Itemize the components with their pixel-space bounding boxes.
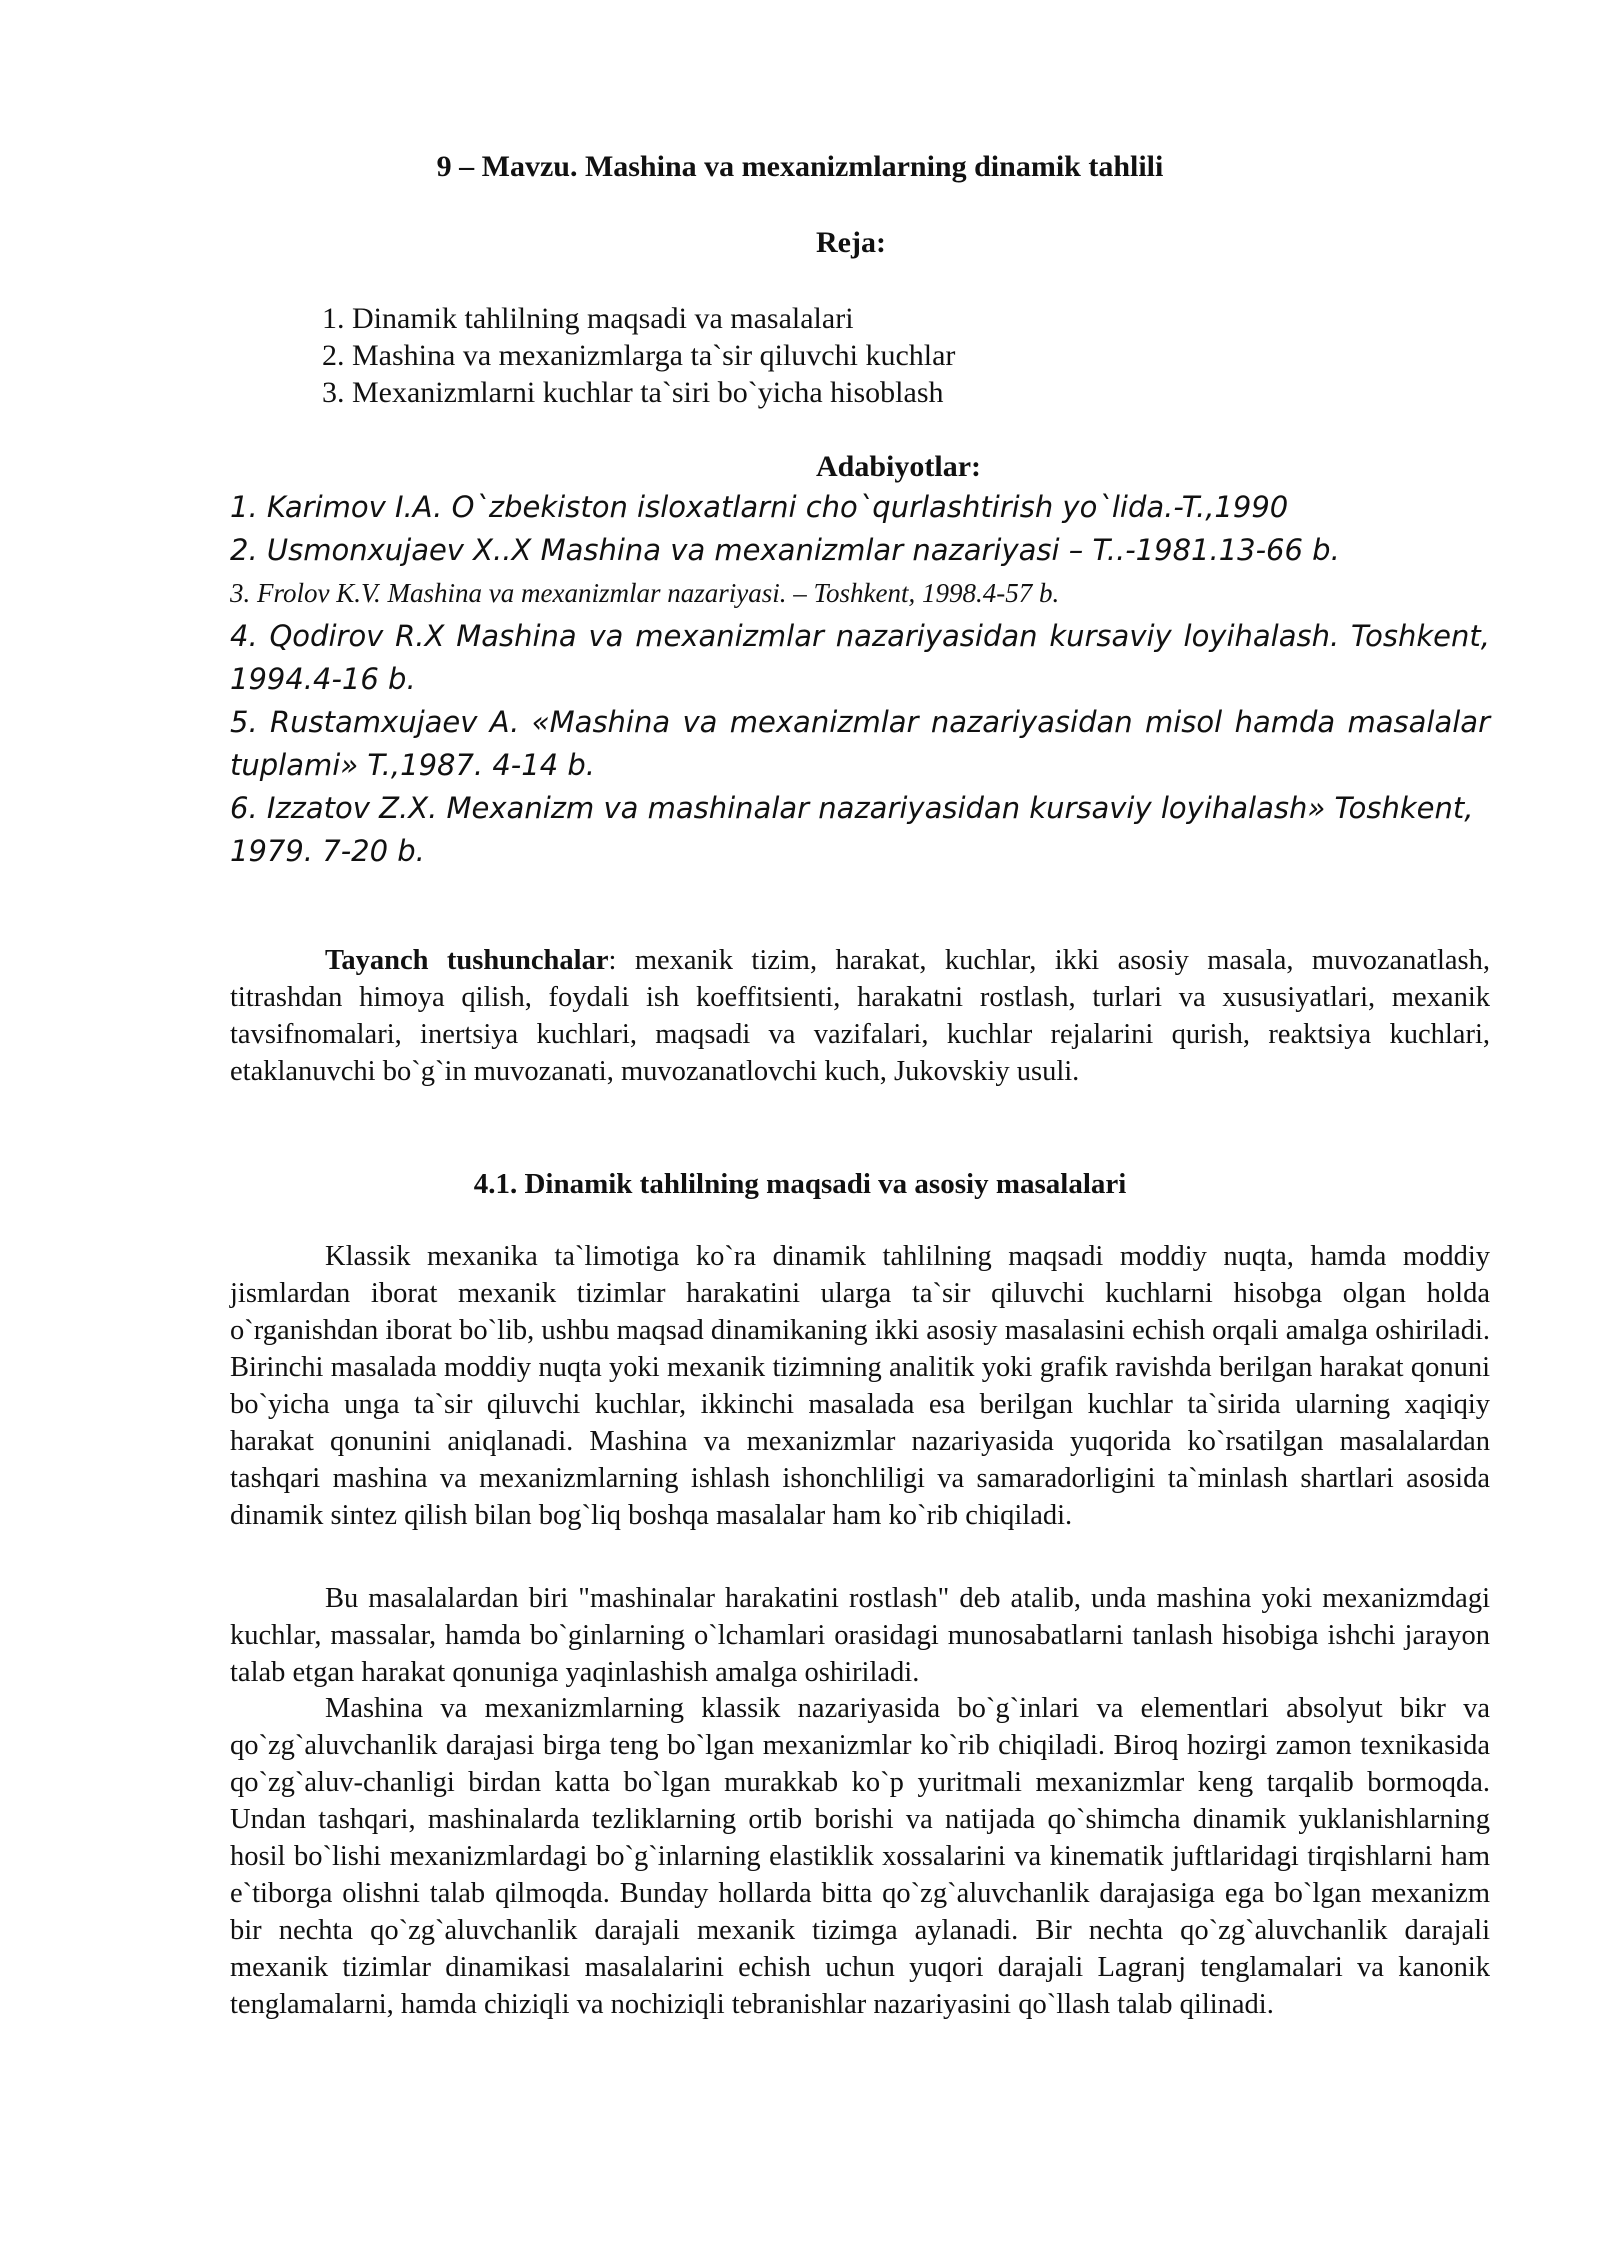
plan-item-text: Dinamik tahlilning maqsadi va masalalari xyxy=(352,302,854,335)
plan-item xyxy=(322,374,955,411)
plan-item-text: Mexanizmlarni kuchlar ta`siri bo`yicha hisoblash xyxy=(352,376,944,409)
plan-item-number: 1. xyxy=(322,302,345,335)
reference-item: 3. Frolov K.V. Mashina va mexanizmlar nazariyasi. – Toshkent, 1998.4-57 b. xyxy=(230,578,1060,608)
plan-item xyxy=(322,300,955,337)
key-concepts-label: Tayanch tushunchalar xyxy=(325,945,609,976)
reference-item: 5. Rustamxujaev A. «Mashina va mexanizmlar nazariyasidan misol hamda masalalar tuplami» T.,1987. 4-14 b. xyxy=(230,705,1490,782)
plan-heading: Reja: xyxy=(816,226,886,259)
plan-item-number: 2. xyxy=(322,339,345,372)
key-concepts-text: : mexanik tizim, harakat, kuchlar, ikki asosiy masala, muvozanatlash, titrashdan himoya qilish, foydali ish koeffitsienti, harakatni rostlash, turlari va xususiyatlari, mexanik tavsifnomalari, inertsiya kuchlari, maqsadi va vazifalari, kuchlar rejalarini qurish, reaktsiya kuchlari, etaklanuvchi bo`g`in muvozanati, muvozanatlovchi kuch, Jukovskiy usuli. xyxy=(230,945,1490,1087)
reference-item: 2. Usmonxujaev X..X Mashina va mexanizmlar nazariyasi – T..-1981.13-66 b. xyxy=(230,533,1340,567)
section-title: 4.1. Dinamik tahlilning maqsadi va asosiy masalalari xyxy=(473,1168,1127,1200)
key-concepts-paragraph xyxy=(230,942,1490,1090)
body-paragraph: Bu masalalardan biri "mashinalar harakatini rostlash" deb atalib, unda mashina yoki mexanizmdagi kuchlar, massalar, hamda bo`ginlarning o`lchamlari orasidagi munosabatlarni tanlash hisobiga ishchi jarayon talab etgan harakat qonuniga yaqinlashish amalga oshiriladi. xyxy=(230,1583,1490,1688)
plan-list xyxy=(322,300,955,411)
plan-item-text: Mashina va mexanizmlarga ta`sir qiluvchi kuchlar xyxy=(352,339,956,372)
reference-item: 4. Qodirov R.X Mashina va mexanizmlar nazariyasidan kursaviy loyihalash. Toshkent, 1994.4-16 b. xyxy=(230,619,1490,696)
plan-item xyxy=(322,337,955,374)
references-heading: Adabiyotlar: xyxy=(816,450,981,483)
plan-item-number: 3. xyxy=(322,376,345,409)
reference-item: 1. Karimov I.A. O`zbekiston isloxatlarni cho`qurlashtirish yo`lida.-T.,1990 xyxy=(230,490,1289,524)
reference-item: 6. Izzatov Z.X. Mexanizm va mashinalar nazariyasidan kursaviy loyihalash» Toshkent, 1979. 7-20 b. xyxy=(230,791,1474,868)
references-list xyxy=(230,486,1490,873)
body-paragraph: Mashina va mexanizmlarning klassik nazariyasida bo`g`inlari va elementlari absolyut bikr va qo`zg`aluvchanlik darajasi birga teng bo`lgan mexanizmlar ko`rib chiqiladi. Biroq hozirgi zamon texnikasida qo`zg`aluv-chanligi birdan katta bo`lgan murakkab ko`p yuritmali mexanizmlar keng tarqalib bormoqda. Undan tashqari, mashinalarda tezliklarning ortib borishi va natijada qo`shimcha dinamik yuklanishlarning hosil bo`lishi mexanizmlardagi bo`g`inlarning elastiklik xossalarini va kinematik juftlaridagi tirqishlarni ham e`tiborga olishni talab qilmoqda. Bunday hollarda bitta qo`zg`aluvchanlik darajasiga ega bo`lgan mexanizm bir nechta qo`zg`aluvchanlik darajali mexanik tizimga aylanadi. Bir nechta qo`zg`aluvchanlik darajali mexanik tizimlar dinamikasi masalalarini echish uchun yuqori darajali Lagranj tenglamalari va kanonik tenglamalarni, hamda chiziqli va nochiziqli tebranishlar nazariyasini qo`llash talab qilinadi. xyxy=(230,1693,1490,2020)
body-paragraph: Klassik mexanika ta`limotiga ko`ra dinamik tahlilning maqsadi moddiy nuqta, hamda moddiy jismlardan iborat mexanik tizimlar harakatini ularga ta`sir qiluvchi kuchlarni hisobga olgan holda o`rganishdan iborat bo`lib, ushbu maqsad dinamikaning ikki asosiy masalasini echish orqali amalga oshiriladi. Birinchi masalada moddiy nuqta yoki mexanik tizimning analitik yoki grafik ravishda berilgan harakat qonuni bo`yicha unga ta`sir qiluvchi kuchlar, ikkinchi masalada esa berilgan kuchlar ta`sirida ularning xaqiqiy harakat qonunini aniqlanadi. Mashina va mexanizmlar nazariyasida yuqorida ko`rsatilgan masalalardan tashqari mashina va mexanizmlarning ishlash ishonchliligi va samaradorligini ta`minlash shartlari asosida dinamik sintez qilish bilan bog`liq boshqa masalalar ham ko`rib chiqiladi. xyxy=(230,1241,1490,1531)
page-title: 9 – Mavzu. Mashina va mexanizmlarning dinamik tahlili xyxy=(436,150,1164,183)
